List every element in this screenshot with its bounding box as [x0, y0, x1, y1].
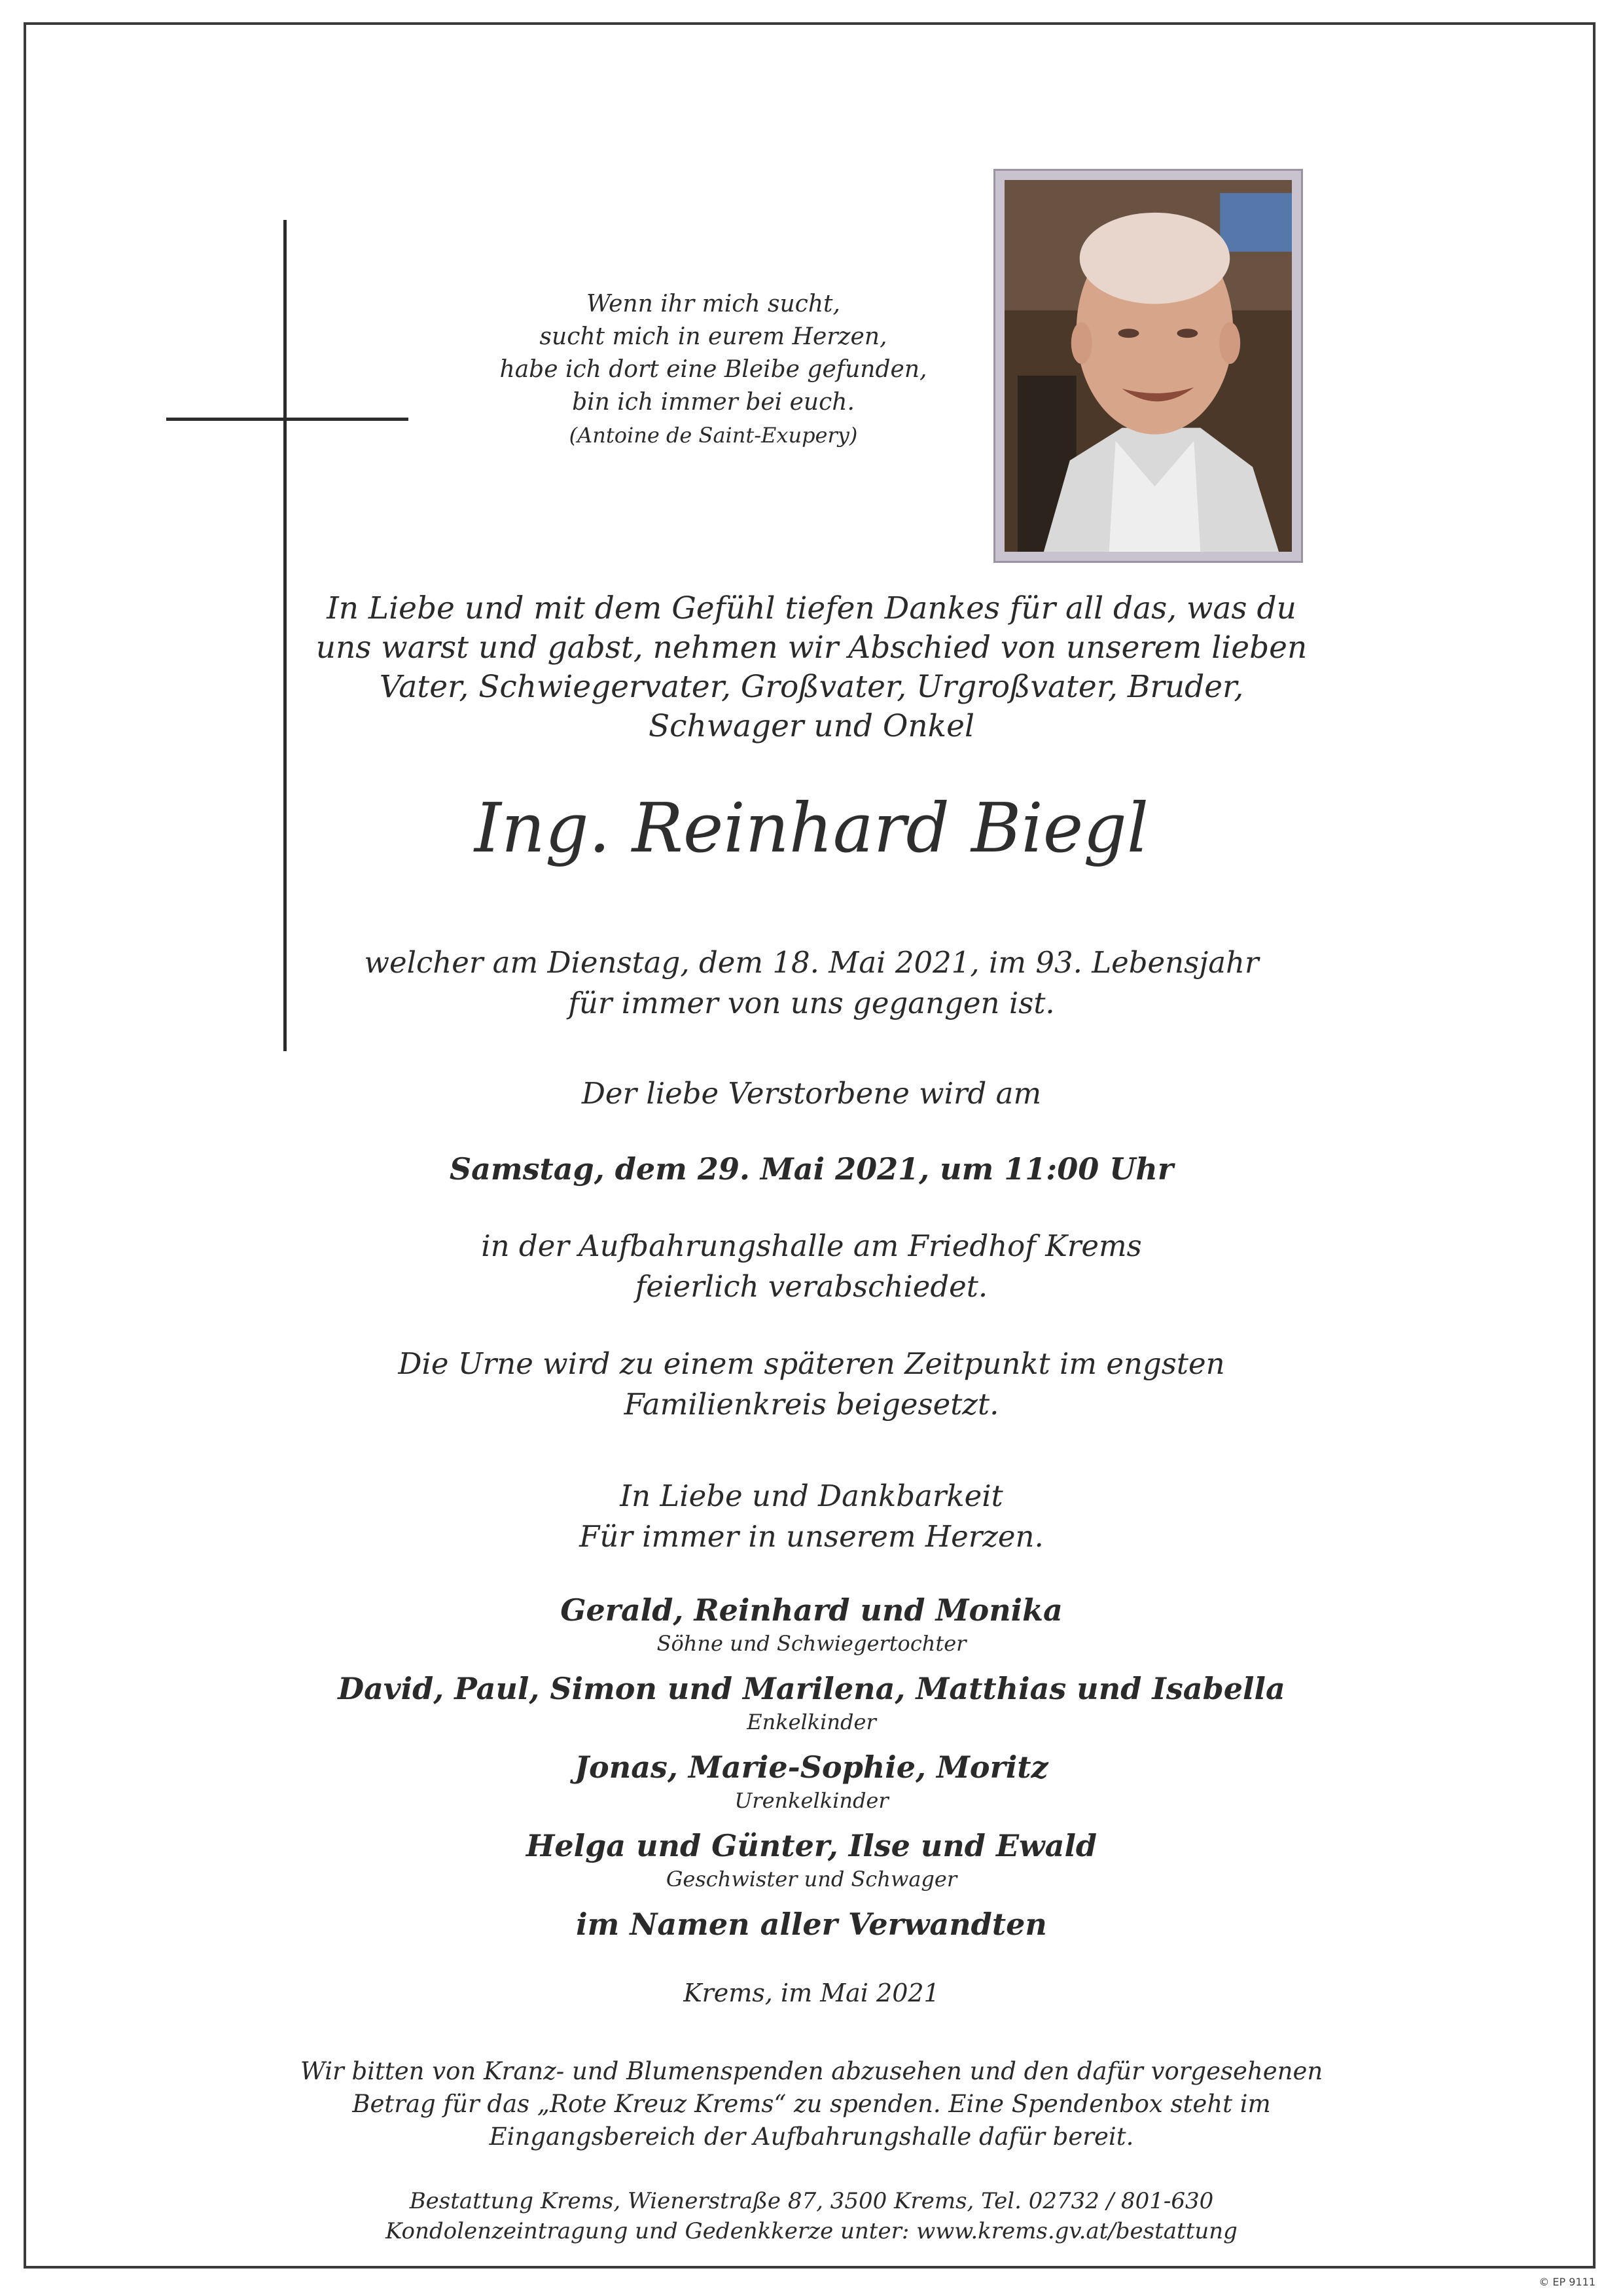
intro-line: In Liebe und mit dem Gefühl tiefen Dankes für all das, was du [327, 590, 1296, 626]
contact-line: Kondolenzeintragung und Gedenkkerze unter: www.krems.gv.at/bestattung [385, 2218, 1238, 2244]
ceremony-place [0, 1226, 1623, 1307]
print-code: © EP 9111 [1539, 2276, 1596, 2288]
ceremony-place-line: in der Aufbahrungshalle am Friedhof Krems [481, 1229, 1142, 1263]
closing-line: Für immer in unserem Herzen. [579, 1519, 1044, 1554]
notice-line: Wir bitten von Kranz- und Blumenspenden abzusehen und den dafür vorgesehenen [300, 2057, 1323, 2085]
portrait-photo [1005, 180, 1292, 552]
donation-notice [0, 2055, 1623, 2153]
mourner-role: Geschwister und Schwager [666, 1867, 957, 1892]
intro-line: Schwager und Onkel [648, 708, 975, 744]
quote [452, 288, 975, 452]
mourner-role: Enkelkinder [747, 1710, 876, 1734]
portrait-photo-frame [993, 169, 1303, 563]
funeral-home-contact [0, 2186, 1623, 2246]
mourner-names: Gerald, Reinhard und Monika [560, 1592, 1063, 1628]
death-info [0, 942, 1623, 1024]
mourner-role: Söhne und Schwiegertochter [656, 1631, 967, 1656]
intro-line: Vater, Schwiegervater, Großvater, Urgroßvater, Bruder, [379, 669, 1244, 705]
quote-line: habe ich dort eine Bleibe gefunden, [499, 356, 927, 383]
cross-icon-bar [166, 418, 408, 421]
urn-info [0, 1344, 1623, 1425]
urn-line: Familienkreis beigesetzt. [624, 1387, 999, 1422]
mourner-names: Jonas, Marie-Sophie, Moritz [575, 1749, 1048, 1785]
urn-line: Die Urne wird zu einem späteren Zeitpunkt im engsten [398, 1346, 1225, 1381]
quote-line: bin ich immer bei euch. [572, 389, 855, 416]
mourner-names: im Namen aller Verwandten [576, 1907, 1047, 1942]
intro-line: uns warst und gabst, nehmen wir Abschied von unserem lieben [315, 630, 1308, 666]
mourner-role: Urenkelkinder [734, 1788, 889, 1813]
quote-line: sucht mich in eurem Herzen, [539, 323, 887, 350]
intro-text [0, 589, 1623, 746]
ceremony-place-line: feierlich verabschiedet. [635, 1269, 988, 1304]
closing-line: In Liebe und Dankbarkeit [620, 1479, 1003, 1513]
ceremony-date: Samstag, dem 29. Mai 2021, um 11:00 Uhr [449, 1151, 1174, 1187]
closing-text [0, 1476, 1623, 1557]
quote-author: (Antoine de Saint-Exupery) [569, 423, 858, 448]
notice-line: Eingangsbereich der Aufbahrungshalle dafür bereit. [489, 2123, 1134, 2151]
quote-line: Wenn ihr mich sucht, [586, 291, 840, 317]
mourner-names: David, Paul, Simon und Marilena, Matthias und Isabella [338, 1671, 1285, 1706]
death-line: welcher am Dienstag, dem 18. Mai 2021, im 93. Lebensjahr [364, 945, 1259, 980]
contact-line: Bestattung Krems, Wienerstraße 87, 3500 Krems, Tel. 02732 / 801-630 [409, 2188, 1214, 2214]
deceased-name: Ing. Reinhard Biegl [474, 788, 1149, 868]
mourner-names: Helga und Günter, Ilse und Ewald [526, 1828, 1097, 1863]
death-line: für immer von uns gegangen ist. [568, 986, 1055, 1020]
portrait-image [1005, 180, 1292, 552]
ceremony-lead: Der liebe Verstorbene wird am [581, 1076, 1042, 1111]
mourners-list [0, 1590, 1623, 1944]
notice-line: Betrag für das „Rote Kreuz Krems“ zu spenden. Eine Spendenbox steht im [352, 2090, 1271, 2118]
place-date: Krems, im Mai 2021 [683, 1979, 940, 2007]
